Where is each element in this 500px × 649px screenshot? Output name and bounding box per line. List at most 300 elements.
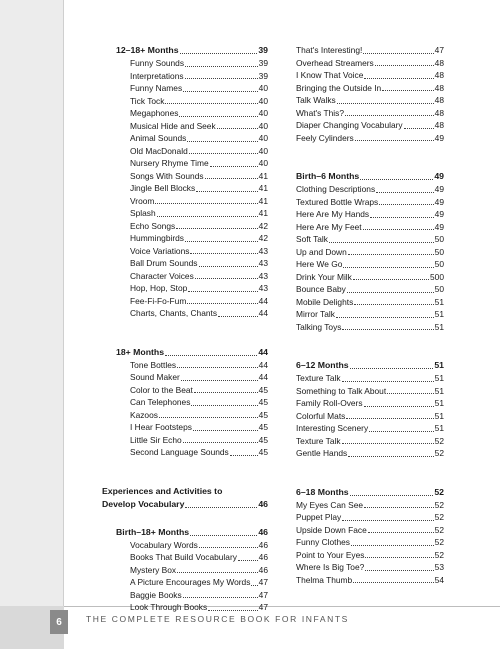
dot-leader [348,447,433,457]
toc-entry[interactable] [296,561,444,574]
entry-page-number: 42 [258,233,268,243]
entry-page-number: 45 [258,447,268,457]
entry-title: Vocabulary Words [130,539,198,550]
section-heading[interactable] [296,486,444,499]
entry-title: I Hear Footsteps [130,422,192,432]
dot-leader [345,107,434,117]
dot-leader [218,307,258,317]
dot-leader [155,195,257,205]
entry-title: Soft Talk [296,234,328,244]
toc-entry[interactable] [296,499,444,512]
dot-leader [165,346,257,356]
entry-title: Bringing the Outside In [296,82,382,93]
toc-entry[interactable] [130,564,268,577]
entry-page-number: 40 [258,108,268,118]
dot-leader [363,44,433,54]
entry-title: Kazoos [130,409,158,420]
entry-title: Splash [130,208,156,218]
toc-entry[interactable] [130,57,268,70]
entry-title: Bounce Baby [296,284,346,294]
entry-page-number: 49 [434,132,444,143]
dot-leader [375,57,434,67]
toc-entry[interactable] [130,120,268,133]
toc-entry[interactable] [130,396,268,409]
dot-leader [376,183,434,193]
entry-page-number: 51 [434,321,444,332]
section-page-number: 51 [434,360,444,370]
entry-title: Mystery Box [130,564,177,575]
entry-title: Upside Down Face [296,524,367,535]
toc-entry[interactable] [296,69,444,82]
section-page-number: 52 [434,486,444,497]
entry-page-number: 52 [434,537,444,547]
page-spine-margin [0,0,64,649]
toc-entry[interactable] [130,576,268,589]
toc-entry[interactable] [130,307,268,320]
toc-entry[interactable] [296,524,444,537]
entry-title: Fee-Fi-Fo-Fum [130,295,187,306]
entry-page-number: 44 [258,359,268,370]
entry-title: Overhead Streamers [296,57,374,68]
chapter-heading[interactable] [102,485,268,511]
toc-entry[interactable] [130,446,268,459]
dot-leader [180,44,258,54]
section-heading[interactable] [296,170,444,183]
dot-leader [348,246,434,256]
dot-leader [342,321,433,331]
section-title: 12–18+ Months [116,45,179,55]
entry-title: Mobile Delights [296,296,354,307]
toc-entry[interactable] [296,511,444,524]
entry-title: Something to Talk About [296,385,387,396]
toc-entry[interactable] [130,195,268,208]
dot-leader [179,107,257,117]
entry-title: Can Telephones [130,397,191,407]
toc-entry[interactable] [130,434,268,447]
entry-page-number: 45 [258,397,268,407]
dot-leader [347,283,434,293]
running-footer-title: THE COMPLETE RESOURCE BOOK FOR INFANTS [86,614,349,624]
toc-entry[interactable] [296,233,444,246]
toc-entry[interactable] [130,207,268,220]
entry-page-number: 40 [258,95,268,106]
toc-entry[interactable] [296,208,444,221]
dot-leader [191,396,257,406]
entry-title: Echo Songs [130,220,176,231]
dot-leader [187,295,257,305]
dot-leader [185,498,257,508]
entry-title: Second Language Sounds [130,447,229,457]
entry-title: Diaper Changing Vocabulary [296,120,403,130]
entry-title: Old MacDonald [130,145,188,156]
entry-page-number: 48 [434,70,444,80]
toc-entry[interactable] [130,182,268,195]
section-title: 6–12 Months [296,360,349,370]
toc-entry[interactable] [130,157,268,170]
toc-entry[interactable] [296,410,444,423]
toc-entry[interactable] [130,409,268,422]
entry-list [116,57,268,320]
entry-page-number: 48 [434,120,444,130]
entry-page-number: 43 [258,258,268,268]
dot-leader [350,486,434,496]
dot-leader [157,207,258,217]
entry-page-number: 47 [434,45,444,55]
entry-title: Interpretations [130,70,184,81]
entry-page-number: 44 [258,372,268,382]
dot-leader [342,372,434,382]
toc-entry[interactable] [130,232,268,245]
toc-entry[interactable] [296,308,444,321]
entry-page-number: 48 [434,107,444,118]
toc-entry[interactable] [296,422,444,435]
entry-page-number: 48 [434,57,444,68]
entry-list [282,183,444,333]
toc-entry[interactable] [296,397,444,410]
entry-page-number: 40 [258,133,268,143]
section-heading[interactable] [116,44,268,57]
dot-leader [364,69,433,79]
entry-title: Where Is Big Toe? [296,562,365,572]
dot-leader [165,95,257,105]
toc-entry[interactable] [130,421,268,434]
dot-leader [185,57,258,67]
dot-leader [342,435,434,445]
dot-leader [210,157,258,167]
entry-page-number: 40 [258,120,268,131]
entry-title: Clothing Descriptions [296,184,376,194]
entry-page-number: 41 [258,183,268,193]
toc-entry[interactable] [296,246,444,259]
entry-list [282,372,444,460]
toc-entry[interactable] [296,258,444,271]
entry-title: Puppet Play [296,512,342,522]
entry-page-number: 47 [258,577,268,587]
entry-title: Vroom [130,195,155,206]
entry-title: Ball Drum Sounds [130,258,198,268]
entry-page-number: 45 [258,409,268,420]
entry-title: Gentle Hands [296,448,348,458]
toc-entry[interactable] [296,296,444,309]
chapter-title-line1: Experiences and Activities to [102,485,223,496]
toc-entry[interactable] [296,107,444,120]
dot-leader [363,221,434,231]
toc-entry[interactable] [130,257,268,270]
section-title: 6–18 Months [296,486,349,497]
toc-entry[interactable] [130,589,268,602]
toc-entry[interactable] [130,551,268,564]
entry-list [116,539,268,614]
entry-page-number: 46 [258,552,268,562]
toc-entry[interactable] [296,372,444,385]
section-page-number: 44 [258,346,268,357]
entry-title: Up and Down [296,246,347,257]
entry-title: Color to the Beat [130,384,193,395]
dot-leader [364,397,434,407]
toc-entry[interactable] [130,270,268,283]
entry-page-number: 50 [434,234,444,244]
dot-leader [360,170,433,180]
section-heading[interactable] [116,346,268,359]
entry-title: Books That Build Vocabulary [130,552,237,562]
entry-title: What's This? [296,107,344,118]
dot-leader [194,384,258,394]
dot-leader [199,539,258,549]
dot-leader [337,94,434,104]
dot-leader [205,170,258,180]
toc-entry[interactable] [130,282,268,295]
entry-page-number: 44 [258,295,268,306]
dot-leader [369,422,434,432]
dot-leader [238,551,258,561]
dot-leader [199,257,258,267]
entry-page-number: 50 [434,284,444,294]
entry-title: Textured Bottle Wraps [296,196,379,207]
dot-leader [387,385,434,395]
dot-leader [195,270,258,280]
dot-leader [185,70,258,80]
section-title: Birth–6 Months [296,171,360,181]
entry-page-number: 51 [434,296,444,307]
section-title: 18+ Months [116,346,165,357]
entry-title: Feely Cylinders [296,132,354,143]
entry-page-number: 53 [434,562,444,572]
dot-leader [196,182,258,192]
toc-entry[interactable] [130,539,268,552]
dot-leader [364,499,434,509]
entry-page-number: 48 [434,95,444,105]
toc-section-12-18-months [116,44,268,320]
entry-title: Hummingbirds [130,233,184,243]
dot-leader [370,208,434,218]
entry-page-number: 40 [258,145,268,156]
entry-page-number: 47 [258,602,268,612]
chapter-page-number: 46 [258,498,268,509]
entry-title: Nursery Rhyme Time [130,158,209,168]
entry-page-number: 49 [434,184,444,194]
toc-entry[interactable] [130,245,268,258]
entry-page-number: 43 [258,270,268,281]
toc-chapter-develop-vocabulary [102,485,268,614]
entry-title: Megaphones [130,108,179,118]
dot-leader [342,511,434,521]
entry-title: Musical Hide and Seek [130,120,216,131]
entry-title: Songs With Sounds [130,170,204,181]
section-heading[interactable] [116,526,268,539]
entry-page-number: 52 [434,524,444,535]
entry-list-continued [282,44,444,144]
entry-page-number: 50 [434,246,444,257]
entry-title: Look Through Books [130,602,208,612]
entry-page-number: 45 [258,434,268,445]
dot-leader [183,434,258,444]
toc-entry[interactable] [296,44,444,57]
toc-entry[interactable] [296,271,444,284]
dot-leader [208,601,258,611]
dot-leader [343,258,433,268]
toc-entry[interactable] [130,145,268,158]
toc-entry[interactable] [296,132,444,145]
toc-entry[interactable] [130,295,268,308]
entry-title: Interesting Scenery [296,423,369,433]
entry-page-number: 52 [434,435,444,446]
entry-title: Tone Bottles [130,359,177,370]
entry-page-number: 46 [258,564,268,575]
dot-leader [368,524,434,534]
dot-leader [336,308,434,318]
toc-entry[interactable] [130,384,268,397]
entry-page-number: 49 [434,209,444,219]
section-page-number: 46 [258,526,268,537]
toc-left-column [102,44,268,614]
toc-entry[interactable] [296,385,444,398]
entry-page-number: 39 [258,58,268,68]
entry-title: Tick Tock [130,95,165,106]
toc-entry[interactable] [130,107,268,120]
entry-page-number: 46 [258,539,268,550]
toc-section-6-18-months [296,486,444,587]
entry-page-number: 47 [258,589,268,600]
toc-right-column [296,44,444,586]
entry-title: Voice Variations [130,245,190,256]
entry-title: I Know That Voice [296,70,364,80]
entry-page-number: 51 [434,398,444,408]
dot-leader [365,561,433,571]
entry-page-number: 52 [434,512,444,522]
toc-entry[interactable] [296,57,444,70]
dot-leader [382,82,433,92]
entry-title: Hop, Hop, Stop [130,283,188,293]
dot-leader [217,120,258,130]
dot-leader [346,410,433,420]
entry-page-number: 51 [434,309,444,319]
entry-title: Texture Talk [296,373,341,383]
dot-leader [183,82,258,92]
dot-leader [187,132,257,142]
toc-entry[interactable] [296,574,444,587]
entry-page-number: 42 [258,220,268,231]
toc-entry[interactable] [296,536,444,549]
entry-title: Little Sir Echo [130,434,182,445]
entry-page-number: 44 [258,308,268,318]
dot-leader [354,296,433,306]
toc-entry[interactable] [130,170,268,183]
dot-leader [183,589,258,599]
toc-entry[interactable] [130,132,268,145]
entry-title: Animal Sounds [130,133,187,143]
dot-leader [329,233,434,243]
toc-entry[interactable] [130,371,268,384]
entry-title: Charts, Chants, Chants [130,308,218,318]
toc-entry[interactable] [130,601,268,614]
entry-page-number: 54 [434,574,444,585]
toc-entry[interactable] [296,196,444,209]
entry-page-number: 41 [258,195,268,206]
entry-page-number: 52 [434,499,444,510]
entry-page-number: 40 [258,83,268,93]
entry-page-number: 41 [258,208,268,218]
entry-title: Character Voices [130,270,194,281]
toc-entry[interactable] [296,447,444,460]
dot-leader [189,145,258,155]
dot-leader [185,232,258,242]
entry-page-number: 50 [434,259,444,269]
entry-title: Funny Clothes [296,537,350,547]
section-page-number: 49 [434,171,444,181]
dot-leader [177,564,258,574]
toc-entry[interactable] [296,82,444,95]
dot-leader [350,359,434,369]
toc-section-18-months [116,346,268,459]
toc-entry[interactable] [130,359,268,372]
entry-title: Funny Sounds [130,58,185,68]
entry-list [116,359,268,459]
entry-page-number: 48 [434,82,444,93]
dot-leader [190,526,257,536]
entry-page-number: 43 [258,245,268,256]
entry-page-number: 500 [430,271,444,282]
entry-page-number: 45 [258,422,268,432]
entry-title: My Eyes Can See [296,499,364,510]
dot-leader [355,132,434,142]
toc-entry[interactable] [130,70,268,83]
entry-title: Colorful Mats [296,410,346,421]
entry-title: Texture Talk [296,435,341,446]
entry-page-number: 45 [258,384,268,395]
entry-title: Point to Your Eyes [296,549,365,560]
toc-entry[interactable] [296,435,444,448]
toc-entry[interactable] [130,95,268,108]
entry-page-number: 51 [434,373,444,383]
entry-page-number: 52 [434,549,444,560]
entry-page-number: 51 [434,385,444,396]
dot-leader [379,196,433,206]
dot-leader [404,119,434,129]
entry-title: Sound Maker [130,372,180,382]
toc-section-6-12-months [296,359,444,460]
dot-leader [176,220,258,230]
toc-entry[interactable] [296,549,444,562]
entry-title: Thelma Thumb [296,574,353,585]
section-page-number: 39 [258,45,268,55]
toc-entry[interactable] [296,94,444,107]
dot-leader [193,421,258,431]
dot-leader [181,371,258,381]
dot-leader [353,271,429,281]
toc-entry[interactable] [296,283,444,296]
toc-entry[interactable] [130,220,268,233]
dot-leader [190,245,257,255]
toc-entry[interactable] [296,321,444,334]
entry-page-number: 41 [258,170,268,181]
toc-entry[interactable] [296,183,444,196]
section-heading[interactable] [296,359,444,372]
entry-title: Talking Toys [296,321,342,332]
entry-page-number: 39 [258,70,268,81]
entry-page-number: 43 [258,283,268,293]
dot-leader [351,536,434,546]
dot-leader [251,576,257,586]
toc-entry[interactable] [130,82,268,95]
entry-title: Talk Walks [296,95,336,105]
entry-page-number: 49 [434,221,444,232]
entry-title: Here We Go [296,259,343,269]
toc-entry[interactable] [296,119,444,132]
entry-title: Here Are My Hands [296,209,370,219]
entry-title: Baggie Books [130,589,182,600]
entry-title: Jingle Bell Blocks [130,183,196,193]
toc-entry[interactable] [296,221,444,234]
